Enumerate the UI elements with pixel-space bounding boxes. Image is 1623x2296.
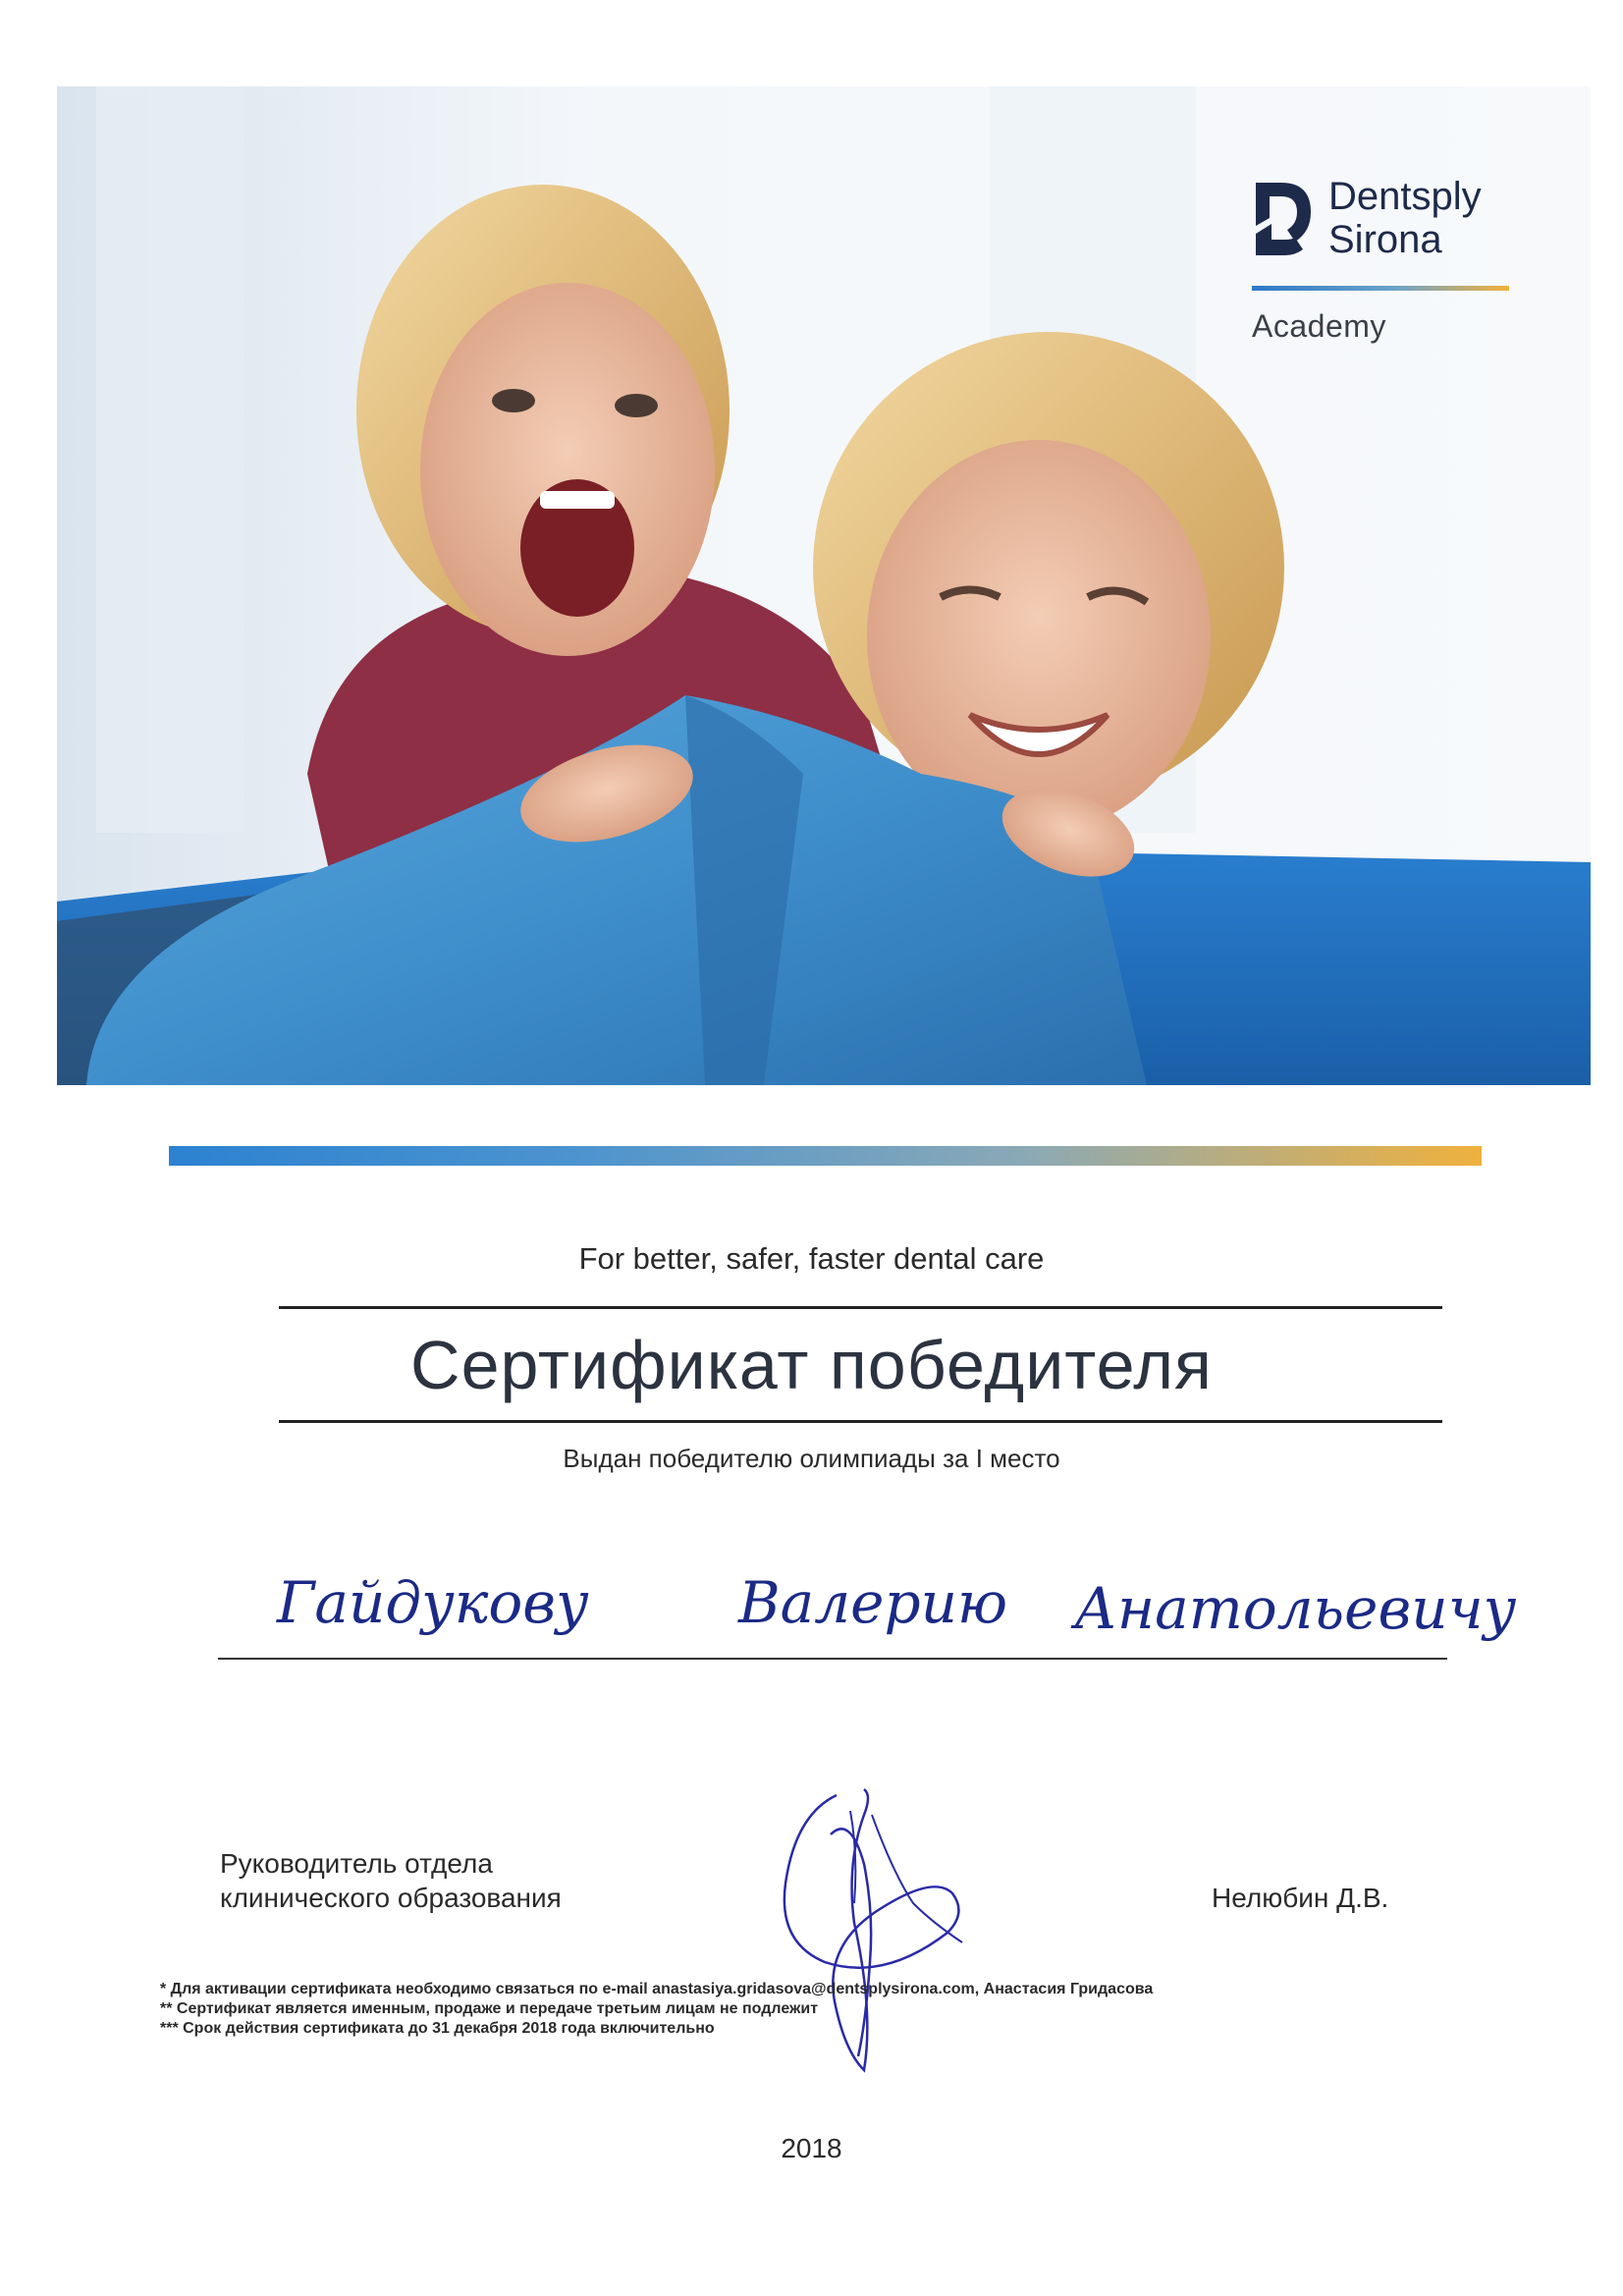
signatory-role <box>220 1846 562 1915</box>
certificate-year: 2018 <box>781 2133 842 2163</box>
signatory-role-line1: Руководитель отдела <box>220 1848 493 1879</box>
logo-academy-label: Academy <box>1252 308 1386 344</box>
certificate-title: Сертификат победителя <box>410 1327 1213 1403</box>
dentsply-sirona-mark-icon <box>1252 179 1315 257</box>
recipient-surname: Гайдукову <box>277 1569 589 1636</box>
gradient-divider <box>169 1146 1482 1166</box>
tagline: For better, safer, faster dental care <box>578 1241 1045 1276</box>
signatory-role-line2: клинического образования <box>220 1883 562 1913</box>
recipient-name-line <box>218 1658 1447 1660</box>
footnote-1: * Для активации сертификата необходимо связаться по e-mail anastasiya.gridasova@dentsplysirona.com, Анастасия Гридасова <box>160 1981 1154 1997</box>
certificate-subtitle: Выдан победителю олимпиады за I место <box>563 1444 1060 1473</box>
logo-brand-line2: Sirona <box>1328 218 1442 261</box>
footnote-2: ** Сертификат является именным, продаже и передаче третьим лицам не подлежит <box>160 2000 819 2017</box>
signatory-name: Нелюбин Д.В. <box>1212 1883 1389 1913</box>
logo-gradient-bar <box>1252 286 1509 291</box>
title-rule-top <box>279 1306 1442 1309</box>
footnote-3: *** Срок действия сертификата до 31 декабря 2018 года включительно <box>160 2020 715 2037</box>
logo-brand-line1: Dentsply <box>1328 175 1482 218</box>
logo-wordmark <box>1328 175 1482 261</box>
recipient-first-name: Валерию <box>738 1569 1007 1636</box>
recipient-patronymic: Анатольевичу <box>1074 1575 1517 1642</box>
dentsply-sirona-logo <box>1252 175 1527 352</box>
title-rule-bottom <box>279 1420 1442 1423</box>
footnotes <box>160 1980 1153 2039</box>
